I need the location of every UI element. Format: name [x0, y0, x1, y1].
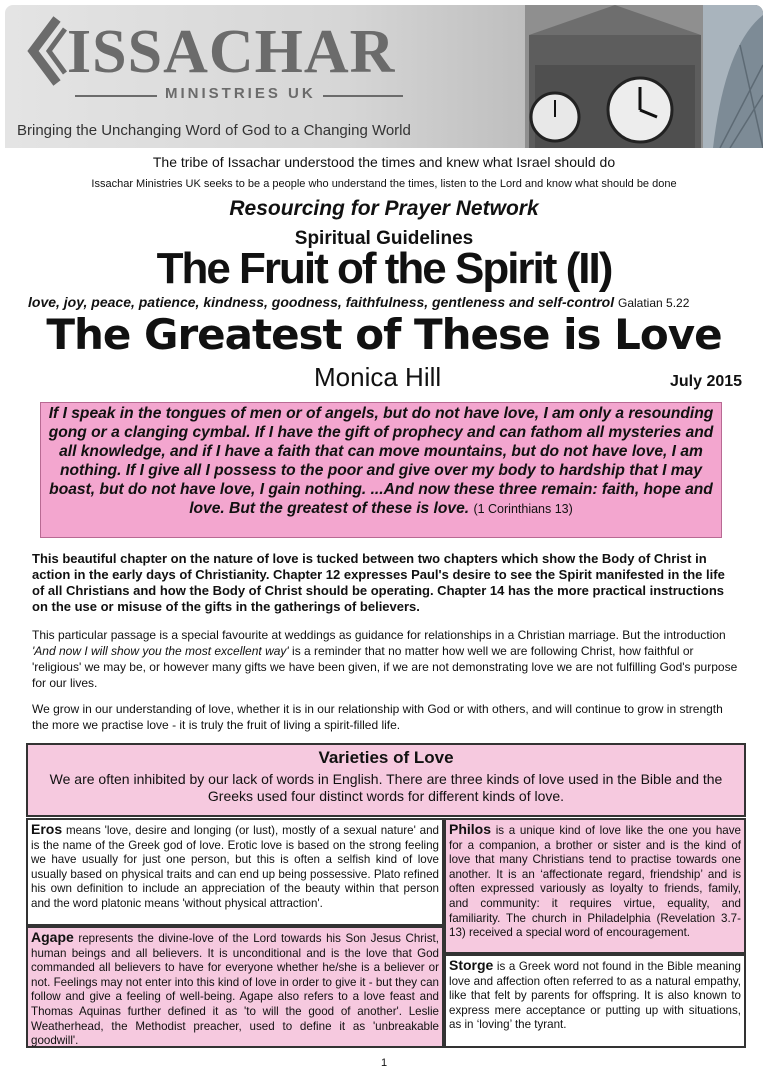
logo-rule-left — [75, 95, 157, 97]
issue-date: July 2015 — [670, 373, 743, 390]
series-name: Spiritual Guidelines — [294, 228, 474, 249]
varieties-intro: We are often inhibited by our lack of words in English. There are three kinds of love used in the Bible and the Greeks used four distinct words for different kinds of love. — [49, 771, 723, 804]
philos-term: Philos — [449, 821, 492, 837]
philos-box — [444, 818, 746, 954]
paragraph-1-end: is a reminder that no matter how well we are following Christ, how faithful or 'religious' we may be, or however many gifts we have been given, if we are not demonstrating love we are not fulfilling God's purpose for our lives. — [32, 644, 738, 690]
logo-name: ISSACHAR — [67, 18, 396, 86]
philos-text: is a unique kind of love like the one you have for a companion, a brother or sister and is the kind of love that many Christians tend to practise towards one another. It is an ‘affectionate regard, friendship’ and is often expressed variously as loyalty to friends, family, and community: it requires virtue, equality, and familiarity. The church in Philadelphia (Revelation 3.7-13) received a special word of encouragement. — [449, 824, 741, 940]
header-banner — [5, 5, 763, 148]
scripture-quote-text: If I speak in the tongues of men or of angels, but do not have love, I am only a resounding gong or a clanging cymbal. If I have the gift of prophecy and can fathom all mysteries and all knowledge, and if I have a faith that can move mountains, but do not have love, I am nothing. If I give all I possess to the poor and give over my body to hardship that I may boast, but do not have love, I gain nothing. ...And now these three remain: faith, hope and love. But the greatest of these is love. — [48, 405, 714, 517]
page-subtitle: The Greatest of These is Love — [46, 310, 722, 359]
network-name: Resourcing for Prayer Network — [229, 197, 539, 220]
fruits-text: love, joy, peace, patience, kindness, goodness, faithfulness, gentleness and self-control — [28, 294, 615, 310]
page-title: The Fruit of the Spirit (II) — [156, 244, 612, 293]
varieties-title: Varieties of Love — [318, 748, 454, 767]
agape-box — [26, 926, 444, 1048]
big-ben-tower-image — [525, 5, 763, 148]
logo-subtitle: MINISTRIES UK — [165, 85, 316, 102]
storge-term: Storge — [449, 957, 494, 973]
scripture-reference: (1 Corinthians 13) — [473, 502, 573, 516]
eros-box — [26, 818, 444, 926]
paragraph-2: We grow in our understanding of love, whether it is in our relationship with God or with others, and will continue to grow in strength the more we practise love - it is truly the fruit of living a spirit-filled life. — [32, 702, 723, 732]
issachar-motto: The tribe of Issachar understood the times and knew what Israel should do — [152, 154, 616, 170]
paragraph-1-start: This particular passage is a special favourite at weddings as guidance for relationships in a Christian marriage. But the introduction — [32, 628, 726, 642]
page-number: 1 — [380, 1057, 388, 1069]
intro-paragraph: This beautiful chapter on the nature of love is tucked between two chapters which show the Body of Christ in action in the early days of Christianity. Chapter 12 expresses Paul's desire to see the Spirit manifested in the life of all Christians and how the Body of Christ should be operating. Chapter 14 has the more practical instructions on the use or misuse of the gifts in the gatherings of believers. — [32, 551, 725, 614]
agape-term: Agape — [31, 929, 74, 945]
eros-text: means 'love, desire and longing (or lust), mostly of a sexual nature' and is the name of the Greek god of love. Erotic love is based on the strong feeling we have usually for just one person, but this is often a selfish kind of love usually based on physical traits and can end up being possessive. Plato refined his own definition to include an appreciation of the beauty within that person and the word platonic means 'without physical attraction'. — [31, 824, 439, 910]
agape-text: represents the divine-love of the Lord towards his Son Jesus Christ, human beings and all believers. It is unconditional and is the love that God commanded all believers to have for everyone whether he/she is a believer or not. Feelings may not enter into this kind of love in order to give it - but they can follow and give a feeling of well-being. Agape also refers to a love feast and Thomas Aquinas further defined it as 'to will the good of another'. Leslie Weatherhead, the Methodist preacher, used to define it as 'unbreakable goodwill'. — [31, 932, 439, 1048]
logo-rule-right — [323, 95, 403, 97]
mission-statement: Issachar Ministries UK seeks to be a people who understand the times, listen to the Lord and know what should be done — [91, 178, 677, 190]
author-name: Monica Hill — [314, 362, 442, 392]
paragraph-1 — [32, 627, 740, 691]
fruits-reference: Galatian 5.22 — [617, 296, 690, 310]
issachar-logo-icon — [23, 15, 67, 87]
varieties-of-love-box — [26, 743, 746, 817]
scripture-quote-box — [40, 402, 722, 538]
paragraph-1-italic: 'And now I will show you the most excellent way' — [32, 644, 289, 658]
storge-text: is a Greek word not found in the Bible meaning love and affection often referred to as a natural empathy, like that felt by parents for offspring. It is also known to express mere acceptance or putting up with situations, as in ‘loving’ the tyrant. — [449, 960, 741, 1032]
eros-term: Eros — [31, 821, 63, 837]
storge-box — [444, 954, 746, 1048]
banner-tagline: Bringing the Unchanging Word of God to a Changing World — [17, 122, 411, 139]
fruits-list — [28, 294, 768, 310]
